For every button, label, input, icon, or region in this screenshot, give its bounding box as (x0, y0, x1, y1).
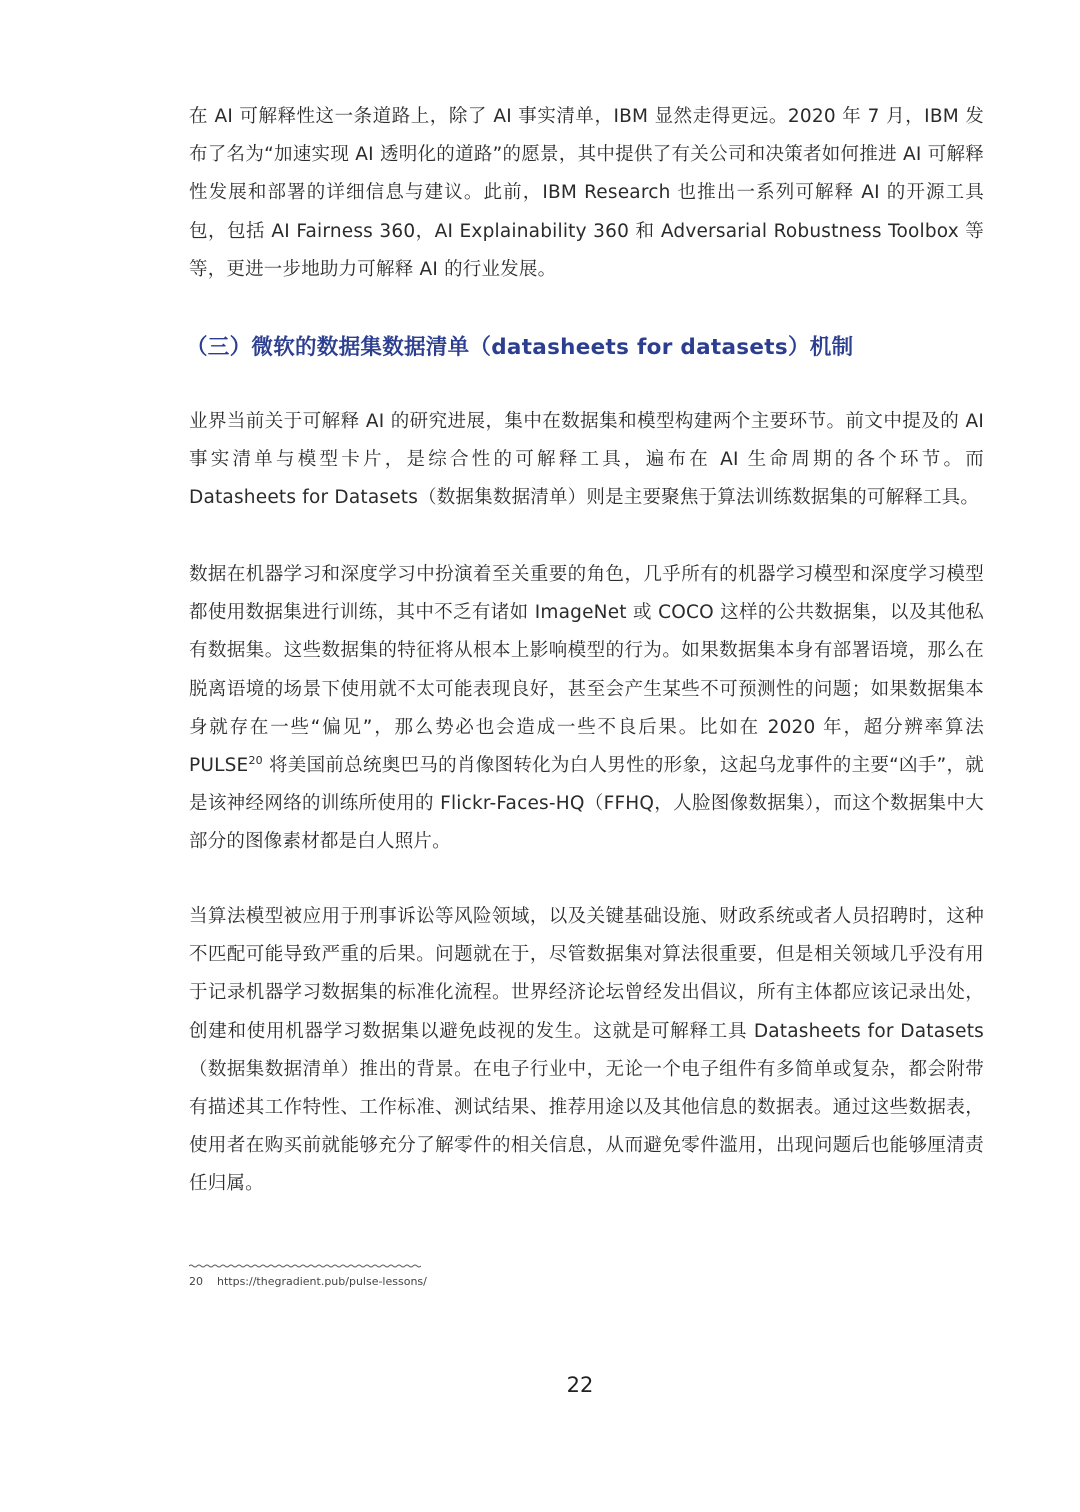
section-heading: （三）微软的数据集数据清单（datasheets for datasets）机制 (186, 335, 854, 360)
paragraph-text-before-ref: 数据在机器学习和深度学习中扮演着至关重要的角色，几乎所有的机器学习模型和深度学习模型都使用数据集进行训练，其中不乏有诸如 ImageNet 或 COCO 这样的公共数据集，以及其他私有数据集。这些数据集的特征将从根本上影响模型的行为。如果数据集本身有部署语境，那么在脱离语境的场景下使用就不太可能表现良好，甚至会产生某些不可预测性的问题；如果数据集本身就存在一些“偏见”，那么势必也会造成一些不良后果。比如在 2020 年，超分辨率算法 PULSE (189, 564, 984, 777)
body-paragraph-datasets-role (189, 556, 984, 862)
body-paragraph-ibm: 在 AI 可解释性这一条道路上，除了 AI 事实清单，IBM 显然走得更远。2020 年 7 月，IBM 发布了名为“加速实现 AI 透明化的道路”的愿景，其中提供了有关公司和决策者如何推进 AI 可解释性发展和部署的详细信息与建议。此前，IBM Research 也推出一系列可解释 AI 的开源工具包，包括 AI Fairness 360，AI Explainability 360 和 Adversarial Robustness Toolbox 等等，更进一步地助力可解释 AI 的行业发展。 (189, 106, 984, 280)
footnote-reference[interactable]: 20 (248, 754, 263, 768)
footnote-link[interactable]: https://thegradient.pub/pulse-lessons/ (217, 1275, 427, 1288)
body-paragraph-research-progress: 业界当前关于可解释 AI 的研究进展，集中在数据集和模型构建两个主要环节。前文中提及的 AI 事实清单与模型卡片，是综合性的可解释工具，遍布在 AI 生命周期的各个环节。而 Datasheets for Datasets（数据集数据清单）则是主要聚焦于算法训练数据集的可解释工具。 (189, 411, 984, 509)
paragraph-text-after-ref: 将美国前总统奥巴马的肖像图转化为白人男性的形象，这起乌龙事件的主要“凶手”，就是该神经网络的训练所使用的 Flickr-Faces-HQ（FFHQ，人脸图像数据集），而这个数据集中大部分的图像素材都是白人照片。 (189, 755, 984, 853)
page-number: 22 (566, 1373, 594, 1397)
body-paragraph-risk-domains: 当算法模型被应用于刑事诉讼等风险领域，以及关键基础设施、财政系统或者人员招聘时，这种不匹配可能导致严重的后果。问题就在于，尽管数据集对算法很重要，但是相关领域几乎没有用于记录机器学习数据集的标准化流程。世界经济论坛曾经发出倡议，所有主体都应该记录出处，创建和使用机器学习数据集以避免歧视的发生。这就是可解释工具 Datasheets for Datasets（数据集数据清单）推出的背景。在电子行业中，无论一个电子组件有多简单或复杂，都会附带有描述其工作特性、工作标准、测试结果、推荐用途以及其他信息的数据表。通过这些数据表，使用者在购买前就能够充分了解零件的相关信息，从而避免零件滥用，出现问题后也能够厘清责任归属。 (189, 906, 984, 1195)
footnote-number: 20 (189, 1275, 203, 1288)
footnote-divider (189, 1264, 421, 1268)
footnote (189, 1275, 427, 1289)
